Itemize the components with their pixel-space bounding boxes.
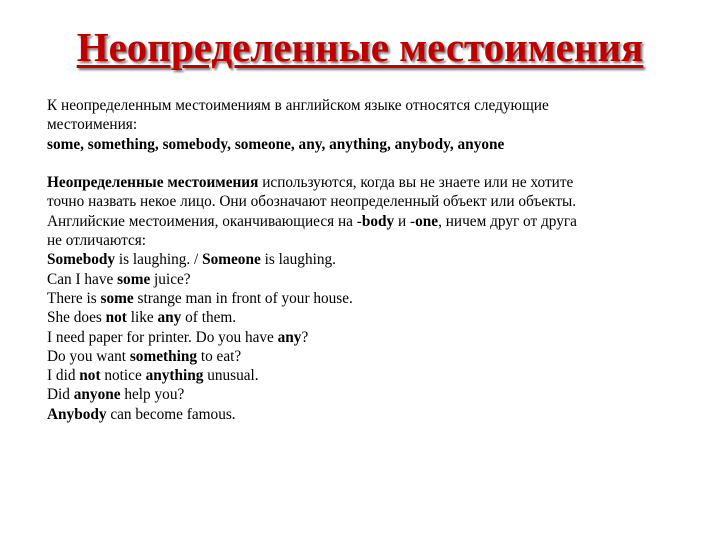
explanation-line-1-rest: используются, когда вы не знаете или не хотите — [258, 174, 574, 192]
example-line — [47, 347, 707, 366]
example-line — [47, 289, 707, 308]
pronoun-list-text: some, something, somebody, someone, any, anything, anybody, anyone — [47, 135, 505, 153]
suffix-body: body — [361, 212, 395, 230]
example-bold: not — [105, 309, 127, 327]
example-text: of them. — [181, 309, 237, 327]
example-text: Can I have — [47, 270, 118, 288]
body-text — [47, 96, 707, 424]
explanation-line-1 — [47, 173, 707, 192]
example-text: strange man in front of your house. — [133, 289, 353, 307]
example-text: juice? — [150, 270, 191, 288]
example-text: is laughing. / — [115, 251, 203, 269]
suffix-one: one — [415, 212, 439, 230]
example-text: notice — [100, 367, 146, 385]
example-bold: Anybody — [47, 405, 107, 423]
example-bold: anyone — [73, 386, 121, 404]
example-bold: something — [129, 347, 197, 365]
example-line — [47, 270, 707, 289]
example-text: to eat? — [197, 347, 242, 365]
example-text: She does — [47, 309, 106, 327]
example-text: unusual. — [203, 367, 259, 385]
example-text: like — [126, 309, 158, 327]
explanation-line-3-c: и - — [394, 212, 416, 230]
example-line — [47, 405, 707, 424]
explanation-line-3-a: Английские местоимения, оканчивающиеся на - — [47, 212, 362, 230]
example-line — [47, 308, 707, 327]
intro-line-1: К неопределенным местоимениям в английском языке относятся следующие — [47, 97, 549, 114]
explanation-line-4: не отличаются: — [47, 232, 147, 250]
paragraph-gap — [47, 154, 707, 173]
pronoun-list — [47, 135, 707, 154]
example-text: is laughing. — [260, 251, 336, 269]
example-text: There is — [47, 289, 101, 307]
explanation-line-3 — [47, 212, 707, 231]
example-bold: some — [117, 270, 151, 288]
slide-title: Неопределенные местоимения — [76, 24, 644, 70]
example-bold: some — [100, 289, 134, 307]
example-bold: anything — [145, 367, 204, 385]
explanation-term: Неопределенные местоимения — [47, 174, 259, 192]
explanation-line-3-e: , ничем друг от друга — [438, 212, 577, 230]
example-line — [47, 328, 707, 347]
example-line — [47, 250, 707, 269]
example-line — [47, 366, 707, 385]
example-text: Do you want — [47, 347, 130, 365]
example-text: Did — [47, 386, 74, 404]
example-bold: Someone — [202, 251, 261, 269]
example-bold: not — [79, 367, 101, 385]
intro-line-2: местоимения: — [47, 116, 138, 134]
example-text: can become famous. — [106, 405, 236, 423]
example-bold: any — [277, 328, 302, 346]
explanation-line-2: точно назвать некое лицо. Они обозначают неопределенный объект или объекты. — [47, 193, 577, 211]
example-bold: any — [157, 309, 182, 327]
example-text: help you? — [120, 386, 185, 404]
example-text: ? — [301, 328, 309, 346]
example-text: I did — [47, 367, 80, 385]
example-bold: Somebody — [47, 251, 115, 269]
example-line — [47, 385, 707, 404]
example-text: I need paper for printer. Do you have — [47, 328, 278, 346]
